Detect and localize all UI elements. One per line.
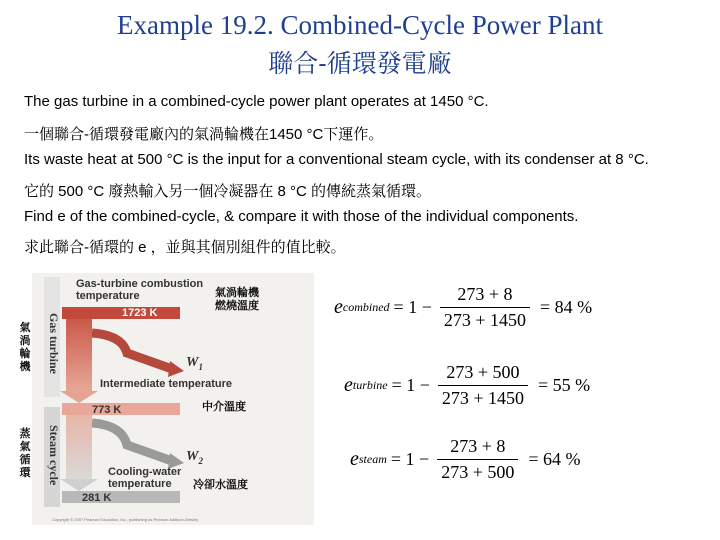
formula-steam — [350, 436, 585, 483]
denominator: 273 + 1450 — [438, 385, 528, 409]
cjk-label-combustion-temp: 氣渦輪機 燃燒溫度 — [215, 286, 259, 312]
text-line-1: The gas turbine in a combined-cycle power plant operates at 1450 °C. — [24, 93, 489, 110]
formula-combined — [334, 284, 596, 331]
result: = 55 % — [538, 375, 591, 395]
text-line-6: 求此聯合-循環的 e ，並與其個別組件的值比較。 — [24, 239, 346, 256]
label-intermediate-temperature: Intermediate temperature — [100, 378, 233, 390]
symbol-e: e — [344, 374, 353, 396]
subscript: combined — [342, 300, 390, 314]
numerator: 273 + 500 — [446, 362, 520, 382]
denominator: 273 + 500 — [437, 459, 518, 483]
label-773k: 773 K — [92, 404, 122, 416]
label-1723k: 1723 K — [122, 307, 158, 319]
cjk-label-steam-cycle: 蒸氣循環 — [19, 427, 31, 479]
label-w2: $W_2$ — [186, 449, 203, 466]
page-subtitle: 聯合-循環發電廠 — [268, 49, 452, 78]
label-cooling-water-temperature: Cooling-water temperature — [108, 466, 182, 490]
equals-one-minus: = 1 − — [391, 375, 430, 395]
cjk-label-cooling-water-temp: 冷卻水溫度 — [193, 478, 248, 491]
label-gas-turbine: Gas turbine — [47, 313, 61, 375]
fraction — [440, 284, 530, 331]
text-line-4: 它的 500 °C 廢熱輸入另一個冷凝器在 8 °C 的傳統蒸氣循環。 — [24, 183, 432, 200]
cjk-label-gas-turbine: 氣渦輪機 — [19, 321, 31, 373]
formula-turbine — [344, 362, 594, 409]
fraction — [437, 436, 518, 483]
heat-flow-upper — [66, 319, 92, 393]
equals-one-minus: = 1 − — [393, 297, 432, 317]
symbol-e: e — [350, 448, 359, 470]
label-281k: 281 K — [82, 492, 112, 504]
temp-bar-281 — [62, 491, 180, 503]
text-line-3: Its waste heat at 500 °C is the input for a conventional steam cycle, with its condenser at 8 °C. — [24, 151, 649, 168]
copyright-notice: Copyright © 2007 Pearson Education, Inc., publishing as Pearson Addison-Wesley. — [52, 517, 199, 522]
result: = 64 % — [528, 449, 581, 469]
text-line-2: 一個聯合-循環發電廠內的氣渦輪機在1450 °C下運作。 — [24, 126, 384, 143]
heat-flow-lower — [66, 415, 92, 481]
equals-one-minus: = 1 − — [390, 449, 430, 469]
combined-cycle-diagram — [32, 273, 314, 525]
temp-bar-1723 — [62, 307, 180, 319]
label-w1: $W_1$ — [186, 355, 203, 372]
symbol-e: e — [334, 296, 343, 318]
cjk-label-intermediate-temp: 中介溫度 — [202, 400, 246, 413]
subscript: turbine — [352, 378, 388, 392]
label-steam-cycle: Steam cycle — [47, 425, 61, 486]
label-combustion-temperature: Gas-turbine combustion temperature — [76, 278, 204, 302]
numerator: 273 + 8 — [457, 284, 513, 304]
fraction — [438, 362, 528, 409]
denominator: 273 + 1450 — [440, 307, 530, 331]
result: = 84 % — [540, 297, 593, 317]
page-title: Example 19.2. Combined-Cycle Power Plant — [117, 10, 603, 40]
text-line-5: Find e of the combined-cycle, & compare it with those of the individual components. — [24, 208, 579, 225]
numerator: 273 + 8 — [450, 436, 506, 456]
subscript: steam — [358, 452, 387, 466]
